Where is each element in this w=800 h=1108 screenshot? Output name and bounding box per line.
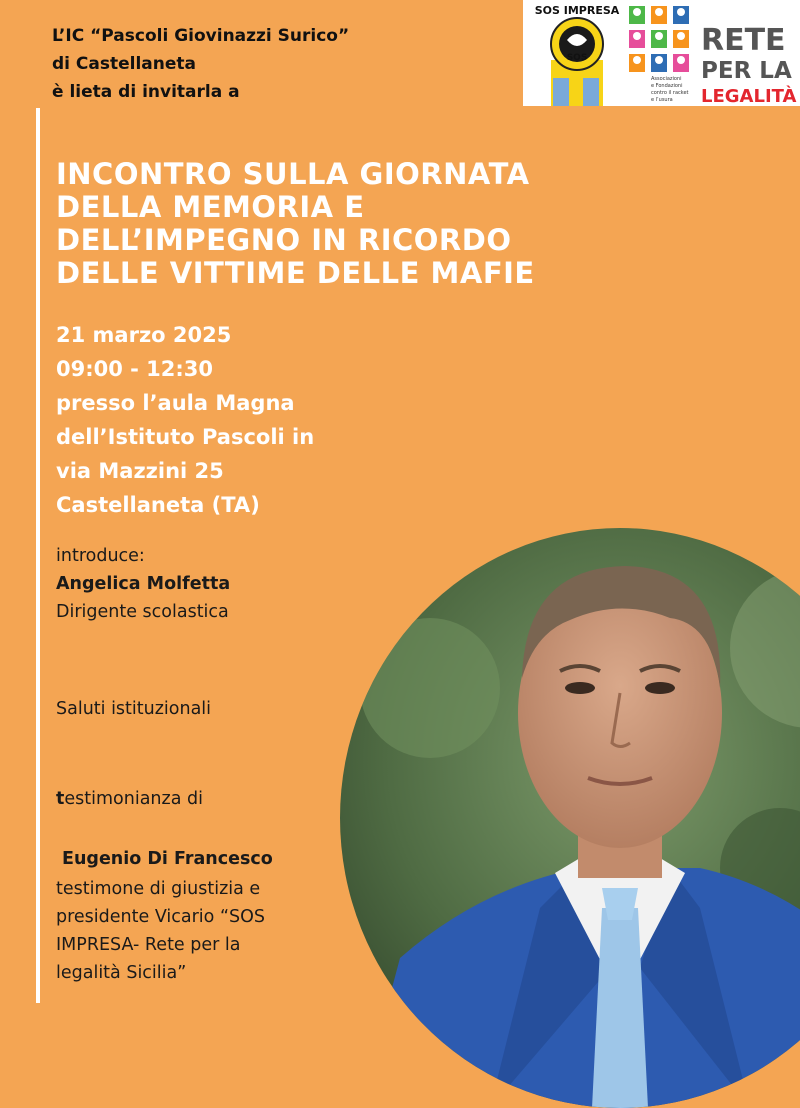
speaker-photo [340,528,800,1108]
witness-name [62,845,273,873]
assoc-line-2: e Fondazioni [651,83,683,89]
intro-block [56,542,230,626]
sos-impresa-logo [535,0,620,106]
assoc-line-3: contro il racket [651,90,689,96]
sos-logo-text: SOS IMPRESA [534,4,620,17]
invitation-header [52,22,349,106]
per-la-text: PER LA [701,58,792,84]
testimonianza-first-letter: t [56,789,65,809]
speaker-photo-svg [340,528,800,1108]
witness-role-1: testimone di giustizia e [56,879,261,899]
title-line-2: DELLA MEMORIA E [56,190,365,224]
intro-role: Dirigente scolastica [56,602,229,622]
saluti-text: Saluti istituzionali [56,699,212,719]
event-place-4: Castellaneta (TA) [56,493,260,517]
rete-text: RETE [701,23,786,58]
header-line-town: di Castellaneta [52,54,196,74]
intro-label: introduce: [56,546,145,566]
assoc-line-1: Associazioni [651,76,682,82]
title-line-4: DELLE VITTIME DELLE MAFIE [56,256,535,290]
vertical-divider [36,108,40,1003]
intro-name: Angelica Molfetta [56,574,231,594]
title-line-1: INCONTRO SULLA GIORNATA [56,157,530,191]
event-details [56,318,314,522]
legalita-text: LEGALITÀ [701,86,797,106]
header-line-school: L’IC “Pascoli Giovinazzi Surico” [52,26,350,46]
witness-role-3: IMPRESA- Rete per la [56,935,241,955]
event-time: 09:00 - 12:30 [56,357,214,381]
event-place-1: presso l’aula Magna [56,391,295,415]
witness-role-2: presidente Vicario “SOS [56,907,266,927]
title-line-3: DELL’IMPEGNO IN RICORDO [56,223,512,257]
event-place-3: via Mazzini 25 [56,459,224,483]
event-title [56,158,756,290]
logos-svg [523,0,800,106]
testimonianza-label [56,785,203,813]
witness-name-text: Eugenio Di Francesco [62,849,273,869]
sos-badge-text: SOS [566,53,588,63]
logos-banner [523,0,800,106]
header-line-invite: è lieta di invitarla a [52,82,240,102]
event-date: 21 marzo 2025 [56,323,232,347]
testimonianza-rest: estimonianza di [64,789,203,809]
witness-role-4: legalità Sicilia” [56,963,187,983]
event-place-2: dell’Istituto Pascoli in [56,425,315,449]
assoc-line-4: e l’usura [651,97,673,103]
rete-people-icon [629,6,689,72]
witness-role [56,875,265,987]
